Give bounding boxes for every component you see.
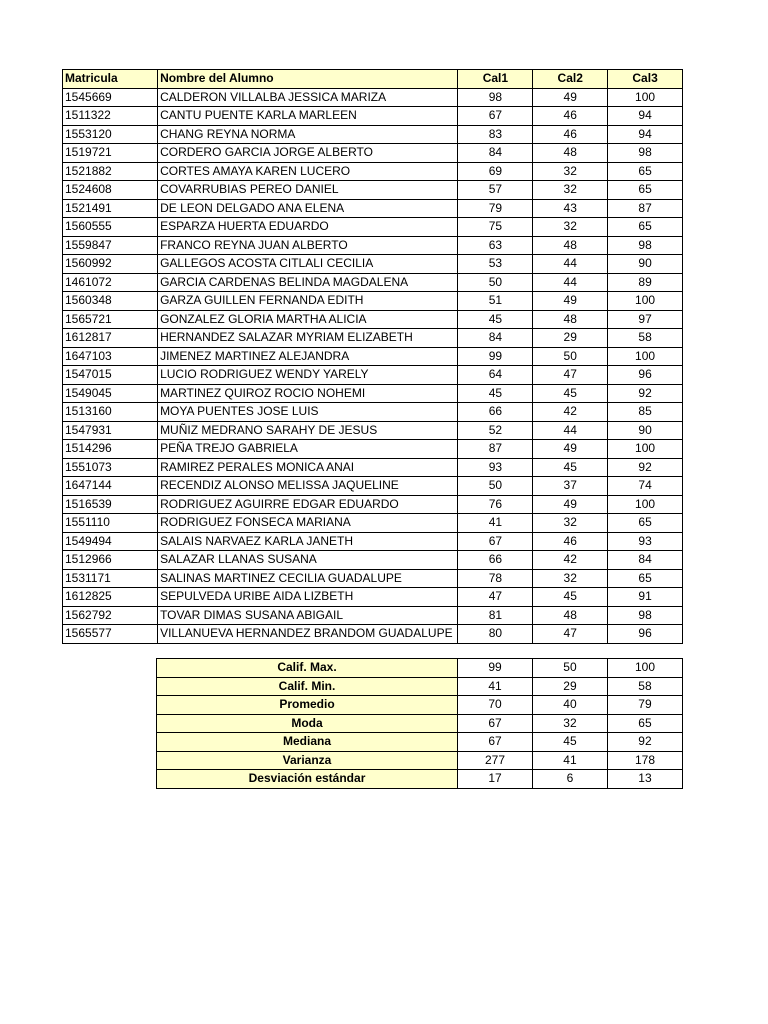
cell-matricula: 1565577 <box>63 625 158 644</box>
stat-label: Moda <box>157 714 458 733</box>
cell-cal2: 48 <box>533 236 608 255</box>
cell-cal3: 65 <box>608 162 683 181</box>
cell-cal1: 83 <box>458 125 533 144</box>
cell-cal1: 80 <box>458 625 533 644</box>
table-row <box>63 403 683 422</box>
cell-cal2: 42 <box>533 551 608 570</box>
cell-nombre: SALAZAR LLANAS SUSANA <box>158 551 458 570</box>
table-row <box>63 606 683 625</box>
cell-matricula: 1565721 <box>63 310 158 329</box>
table-row <box>63 162 683 181</box>
cell-cal1: 87 <box>458 440 533 459</box>
cell-cal3: 100 <box>608 88 683 107</box>
cell-nombre: RODRIGUEZ AGUIRRE EDGAR EDUARDO <box>158 495 458 514</box>
cell-cal3: 85 <box>608 403 683 422</box>
stats-body <box>157 659 683 789</box>
cell-matricula: 1545669 <box>63 88 158 107</box>
cell-cal2: 48 <box>533 310 608 329</box>
cell-cal3: 84 <box>608 551 683 570</box>
cell-nombre: CALDERON VILLALBA JESSICA MARIZA <box>158 88 458 107</box>
cell-cal1: 67 <box>458 107 533 126</box>
cell-matricula: 1513160 <box>63 403 158 422</box>
cell-nombre: RECENDIZ ALONSO MELISSA JAQUELINE <box>158 477 458 496</box>
cell-cal3: 96 <box>608 366 683 385</box>
cell-cal3: 74 <box>608 477 683 496</box>
cell-nombre: SEPULVEDA URIBE AIDA LIZBETH <box>158 588 458 607</box>
cell-cal2: 32 <box>533 569 608 588</box>
cell-matricula: 1560992 <box>63 255 158 274</box>
stat-cal2: 50 <box>532 659 607 678</box>
cell-nombre: GARCIA CARDENAS BELINDA MAGDALENA <box>158 273 458 292</box>
cell-cal2: 42 <box>533 403 608 422</box>
cell-cal3: 97 <box>608 310 683 329</box>
stats-row <box>157 677 683 696</box>
table-row <box>63 292 683 311</box>
stat-cal3: 100 <box>607 659 682 678</box>
table-row <box>63 125 683 144</box>
cell-cal2: 49 <box>533 292 608 311</box>
cell-matricula: 1647144 <box>63 477 158 496</box>
table-row <box>63 458 683 477</box>
cell-cal2: 47 <box>533 625 608 644</box>
cell-matricula: 1549494 <box>63 532 158 551</box>
cell-cal2: 46 <box>533 107 608 126</box>
cell-matricula: 1559847 <box>63 236 158 255</box>
cell-cal3: 90 <box>608 421 683 440</box>
table-row <box>63 421 683 440</box>
table-row <box>63 347 683 366</box>
cell-nombre: FRANCO REYNA JUAN ALBERTO <box>158 236 458 255</box>
cell-cal2: 45 <box>533 588 608 607</box>
cell-cal3: 65 <box>608 218 683 237</box>
cell-cal2: 32 <box>533 218 608 237</box>
cell-nombre: CORDERO GARCIA JORGE ALBERTO <box>158 144 458 163</box>
cell-cal2: 37 <box>533 477 608 496</box>
table-row <box>63 569 683 588</box>
stat-cal3: 79 <box>607 696 682 715</box>
cell-matricula: 1512966 <box>63 551 158 570</box>
cell-cal1: 75 <box>458 218 533 237</box>
cell-cal1: 50 <box>458 273 533 292</box>
cell-cal2: 46 <box>533 125 608 144</box>
table-row <box>63 477 683 496</box>
table-row <box>63 181 683 200</box>
cell-cal1: 45 <box>458 384 533 403</box>
cell-cal1: 51 <box>458 292 533 311</box>
cell-matricula: 1521491 <box>63 199 158 218</box>
cell-cal3: 96 <box>608 625 683 644</box>
cell-nombre: MARTINEZ QUIROZ ROCIO NOHEMI <box>158 384 458 403</box>
table-row <box>63 107 683 126</box>
cell-matricula: 1547931 <box>63 421 158 440</box>
cell-nombre: HERNANDEZ SALAZAR MYRIAM ELIZABETH <box>158 329 458 348</box>
header-cal2: Cal2 <box>533 70 608 89</box>
cell-cal2: 49 <box>533 440 608 459</box>
cell-cal2: 29 <box>533 329 608 348</box>
cell-cal3: 98 <box>608 144 683 163</box>
stat-label: Promedio <box>157 696 458 715</box>
cell-cal2: 46 <box>533 532 608 551</box>
cell-cal3: 98 <box>608 236 683 255</box>
cell-cal1: 52 <box>458 421 533 440</box>
cell-nombre: GARZA GUILLEN FERNANDA EDITH <box>158 292 458 311</box>
cell-matricula: 1560555 <box>63 218 158 237</box>
table-row <box>63 255 683 274</box>
cell-cal2: 44 <box>533 421 608 440</box>
stat-cal1: 67 <box>458 733 533 752</box>
cell-cal1: 64 <box>458 366 533 385</box>
table-row <box>63 310 683 329</box>
stat-cal3: 65 <box>607 714 682 733</box>
table-row <box>63 495 683 514</box>
students-body <box>63 88 683 643</box>
cell-matricula: 1514296 <box>63 440 158 459</box>
cell-cal3: 93 <box>608 532 683 551</box>
cell-matricula: 1547015 <box>63 366 158 385</box>
cell-nombre: COVARRUBIAS PEREO DANIEL <box>158 181 458 200</box>
header-matricula: Matricula <box>63 70 158 89</box>
stat-cal1: 17 <box>458 770 533 789</box>
cell-matricula: 1551110 <box>63 514 158 533</box>
cell-cal2: 49 <box>533 88 608 107</box>
cell-matricula: 1519721 <box>63 144 158 163</box>
cell-cal2: 32 <box>533 514 608 533</box>
cell-nombre: ESPARZA HUERTA EDUARDO <box>158 218 458 237</box>
cell-cal1: 47 <box>458 588 533 607</box>
stat-cal1: 99 <box>458 659 533 678</box>
cell-cal3: 58 <box>608 329 683 348</box>
cell-cal2: 32 <box>533 181 608 200</box>
cell-nombre: LUCIO RODRIGUEZ WENDY YARELY <box>158 366 458 385</box>
cell-nombre: CHANG REYNA NORMA <box>158 125 458 144</box>
cell-cal1: 67 <box>458 532 533 551</box>
stats-table <box>156 658 683 789</box>
cell-nombre: SALINAS MARTINEZ CECILIA GUADALUPE <box>158 569 458 588</box>
cell-nombre: SALAIS NARVAEZ KARLA JANETH <box>158 532 458 551</box>
cell-cal3: 87 <box>608 199 683 218</box>
table-row <box>63 588 683 607</box>
cell-matricula: 1521882 <box>63 162 158 181</box>
stats-row <box>157 696 683 715</box>
header-cal1: Cal1 <box>458 70 533 89</box>
table-row <box>63 144 683 163</box>
stat-label: Calif. Min. <box>157 677 458 696</box>
cell-cal1: 66 <box>458 403 533 422</box>
cell-cal3: 92 <box>608 458 683 477</box>
cell-cal3: 91 <box>608 588 683 607</box>
stats-row <box>157 714 683 733</box>
cell-cal1: 84 <box>458 329 533 348</box>
cell-cal3: 65 <box>608 181 683 200</box>
cell-cal2: 43 <box>533 199 608 218</box>
table-row <box>63 273 683 292</box>
table-row <box>63 514 683 533</box>
cell-nombre: VILLANUEVA HERNANDEZ BRANDOM GUADALUPE <box>158 625 458 644</box>
cell-cal3: 100 <box>608 495 683 514</box>
students-table <box>62 69 683 644</box>
cell-cal2: 32 <box>533 162 608 181</box>
stats-row <box>157 659 683 678</box>
stat-cal1: 70 <box>458 696 533 715</box>
cell-cal2: 45 <box>533 458 608 477</box>
stat-label: Varianza <box>157 751 458 770</box>
table-row <box>63 199 683 218</box>
table-row <box>63 88 683 107</box>
table-row <box>63 218 683 237</box>
header-nombre: Nombre del Alumno <box>158 70 458 89</box>
cell-cal3: 89 <box>608 273 683 292</box>
cell-cal3: 100 <box>608 292 683 311</box>
cell-cal1: 50 <box>458 477 533 496</box>
cell-nombre: JIMENEZ MARTINEZ ALEJANDRA <box>158 347 458 366</box>
table-row <box>63 440 683 459</box>
cell-cal1: 41 <box>458 514 533 533</box>
cell-cal2: 49 <box>533 495 608 514</box>
stats-row <box>157 751 683 770</box>
cell-nombre: DE LEON DELGADO ANA ELENA <box>158 199 458 218</box>
stat-cal2: 45 <box>532 733 607 752</box>
cell-matricula: 1524608 <box>63 181 158 200</box>
table-row <box>63 625 683 644</box>
cell-cal1: 69 <box>458 162 533 181</box>
cell-cal1: 99 <box>458 347 533 366</box>
cell-cal3: 100 <box>608 347 683 366</box>
cell-nombre: PEÑA TREJO GABRIELA <box>158 440 458 459</box>
cell-cal3: 94 <box>608 107 683 126</box>
stat-label: Mediana <box>157 733 458 752</box>
cell-nombre: RAMIREZ PERALES MONICA ANAI <box>158 458 458 477</box>
stat-cal1: 67 <box>458 714 533 733</box>
cell-nombre: RODRIGUEZ FONSECA MARIANA <box>158 514 458 533</box>
cell-cal1: 84 <box>458 144 533 163</box>
stat-cal1: 277 <box>458 751 533 770</box>
cell-cal2: 50 <box>533 347 608 366</box>
table-row <box>63 366 683 385</box>
stat-cal1: 41 <box>458 677 533 696</box>
cell-cal3: 65 <box>608 514 683 533</box>
stat-label: Desviación estándar <box>157 770 458 789</box>
stat-label: Calif. Max. <box>157 659 458 678</box>
cell-matricula: 1549045 <box>63 384 158 403</box>
cell-cal1: 45 <box>458 310 533 329</box>
cell-cal3: 98 <box>608 606 683 625</box>
cell-cal2: 47 <box>533 366 608 385</box>
stat-cal3: 58 <box>607 677 682 696</box>
cell-cal3: 90 <box>608 255 683 274</box>
table-row <box>63 329 683 348</box>
cell-matricula: 1511322 <box>63 107 158 126</box>
cell-cal2: 48 <box>533 606 608 625</box>
cell-cal3: 94 <box>608 125 683 144</box>
stat-cal2: 40 <box>532 696 607 715</box>
cell-cal3: 92 <box>608 384 683 403</box>
cell-cal1: 66 <box>458 551 533 570</box>
stat-cal2: 32 <box>532 714 607 733</box>
cell-cal1: 76 <box>458 495 533 514</box>
cell-nombre: GONZALEZ GLORIA MARTHA ALICIA <box>158 310 458 329</box>
cell-cal2: 44 <box>533 255 608 274</box>
stat-cal2: 6 <box>532 770 607 789</box>
cell-matricula: 1612817 <box>63 329 158 348</box>
stats-row <box>157 733 683 752</box>
cell-cal1: 63 <box>458 236 533 255</box>
cell-cal1: 57 <box>458 181 533 200</box>
cell-cal2: 44 <box>533 273 608 292</box>
cell-matricula: 1560348 <box>63 292 158 311</box>
cell-cal1: 93 <box>458 458 533 477</box>
cell-matricula: 1612825 <box>63 588 158 607</box>
cell-matricula: 1647103 <box>63 347 158 366</box>
cell-matricula: 1553120 <box>63 125 158 144</box>
cell-nombre: GALLEGOS ACOSTA CITLALI CECILIA <box>158 255 458 274</box>
cell-cal1: 78 <box>458 569 533 588</box>
stat-cal3: 13 <box>607 770 682 789</box>
header-cal3: Cal3 <box>608 70 683 89</box>
cell-nombre: MOYA PUENTES JOSE LUIS <box>158 403 458 422</box>
cell-cal1: 81 <box>458 606 533 625</box>
cell-nombre: CANTU PUENTE KARLA MARLEEN <box>158 107 458 126</box>
cell-cal1: 53 <box>458 255 533 274</box>
table-row <box>63 384 683 403</box>
stat-cal2: 41 <box>532 751 607 770</box>
cell-matricula: 1551073 <box>63 458 158 477</box>
cell-matricula: 1562792 <box>63 606 158 625</box>
cell-cal3: 100 <box>608 440 683 459</box>
table-row <box>63 236 683 255</box>
cell-cal1: 79 <box>458 199 533 218</box>
table-row <box>63 551 683 570</box>
header-row <box>63 70 683 89</box>
stat-cal2: 29 <box>532 677 607 696</box>
cell-nombre: MUÑIZ MEDRANO SARAHY DE JESUS <box>158 421 458 440</box>
cell-matricula: 1461072 <box>63 273 158 292</box>
stat-cal3: 92 <box>607 733 682 752</box>
stats-row <box>157 770 683 789</box>
cell-cal2: 48 <box>533 144 608 163</box>
cell-cal3: 65 <box>608 569 683 588</box>
cell-cal1: 98 <box>458 88 533 107</box>
stat-cal3: 178 <box>607 751 682 770</box>
cell-nombre: CORTES AMAYA KAREN LUCERO <box>158 162 458 181</box>
cell-nombre: TOVAR DIMAS SUSANA ABIGAIL <box>158 606 458 625</box>
cell-cal2: 45 <box>533 384 608 403</box>
table-row <box>63 532 683 551</box>
cell-matricula: 1516539 <box>63 495 158 514</box>
cell-matricula: 1531171 <box>63 569 158 588</box>
